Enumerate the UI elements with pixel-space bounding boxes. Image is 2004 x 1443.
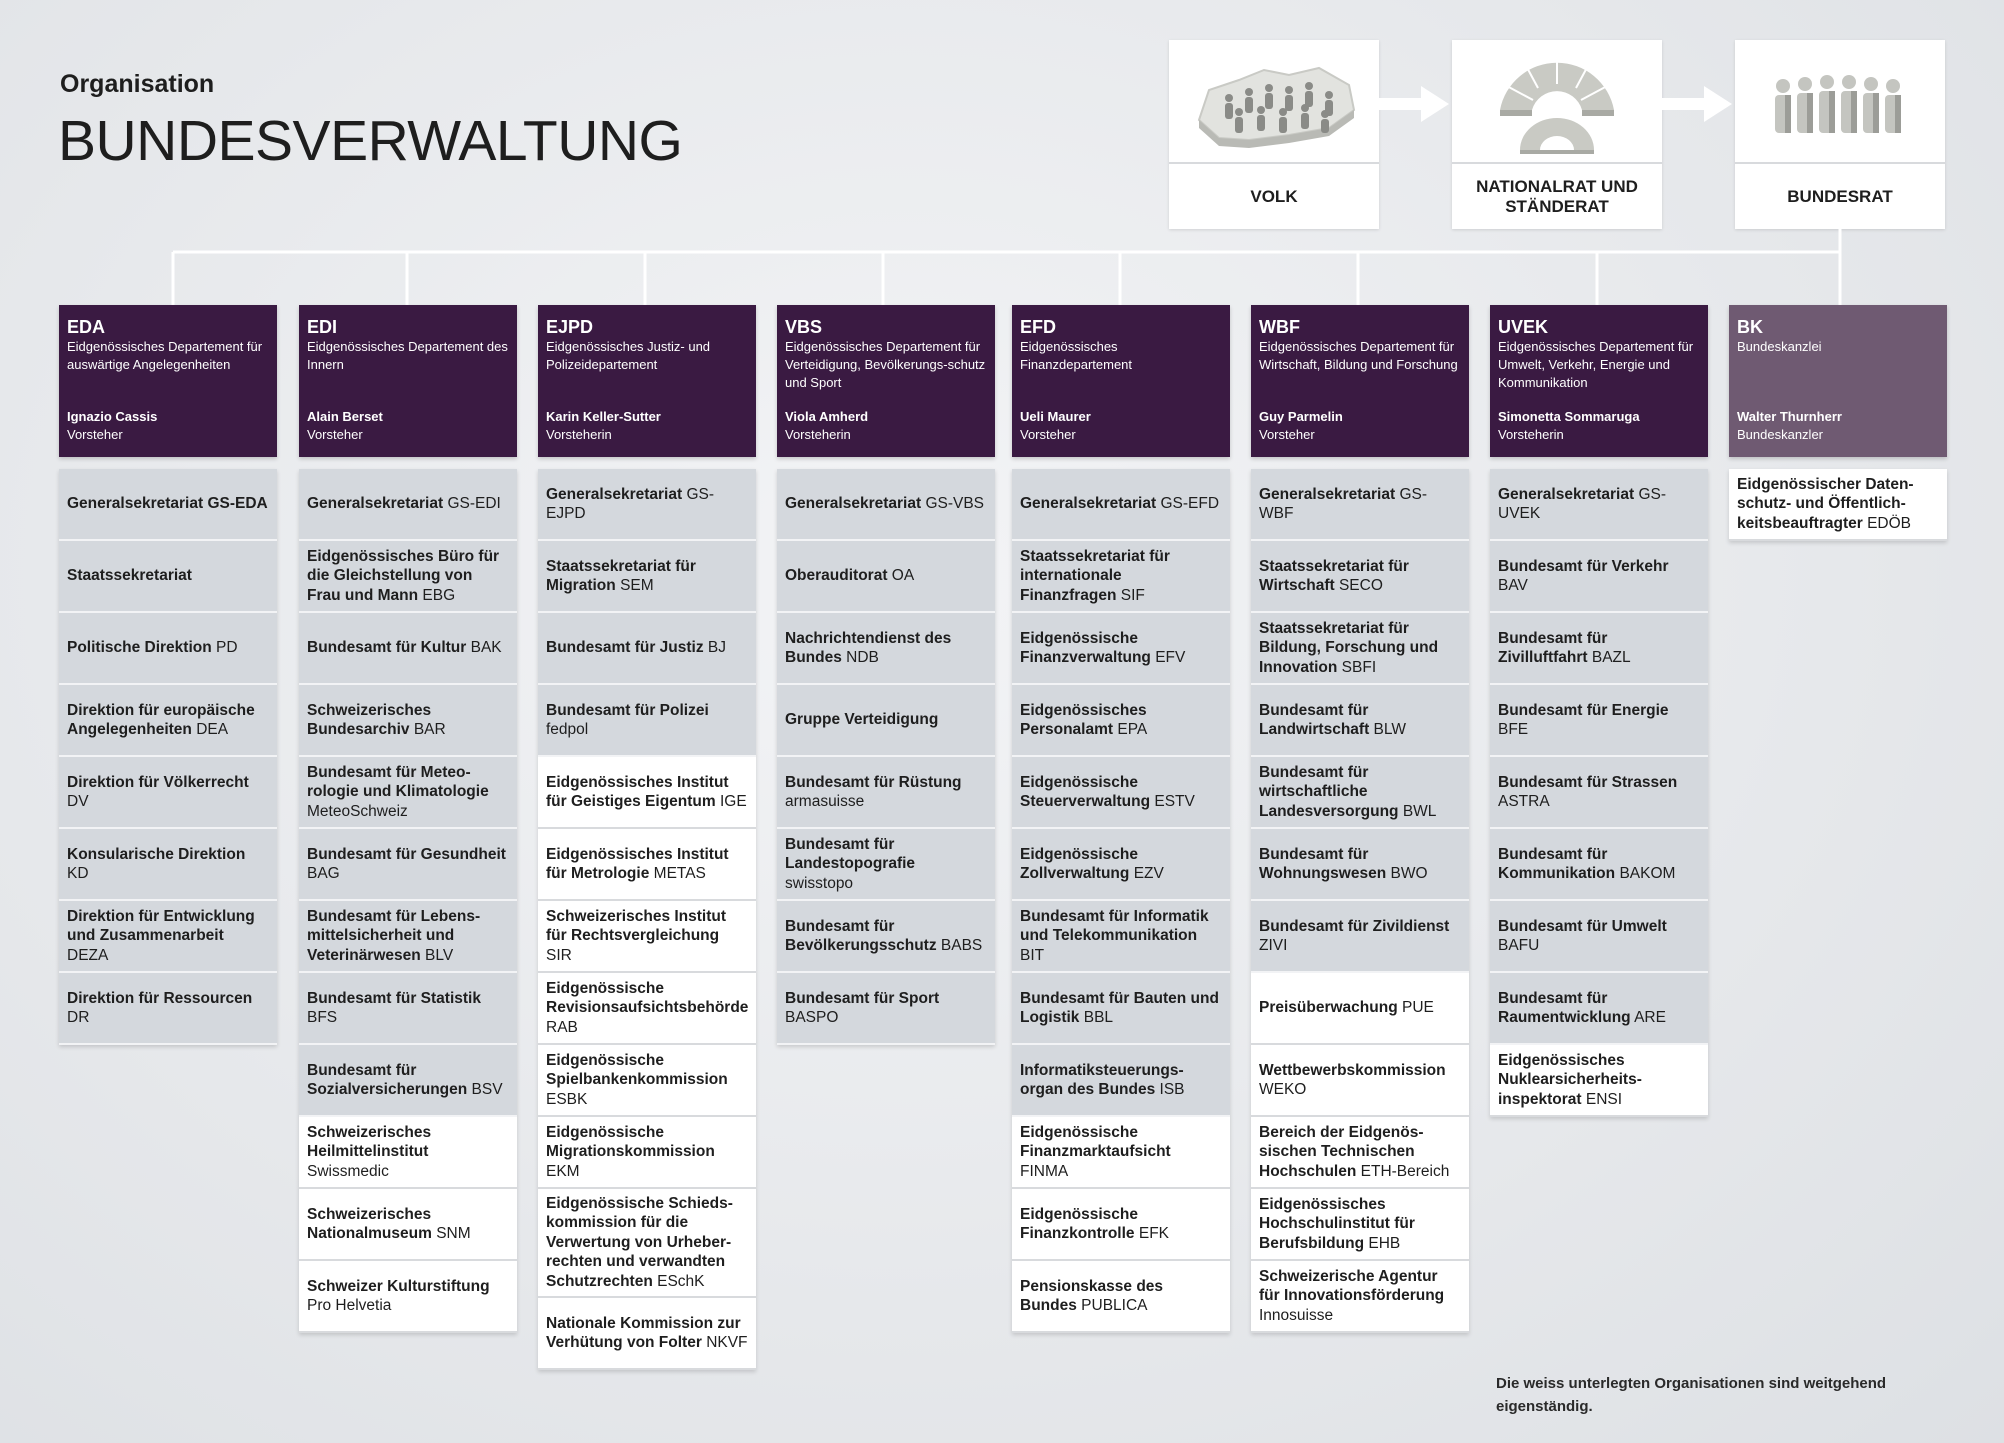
- department-full-name: Eidgenössisches Finanzdepartement: [1020, 339, 1133, 372]
- unit-box: [538, 613, 756, 685]
- unit-abbr: RAB: [546, 1018, 578, 1036]
- unit-box: [59, 541, 277, 613]
- unit-name: Schweizer Kulturstiftung: [307, 1277, 490, 1295]
- unit-abbr: SBFI: [1341, 658, 1377, 676]
- unit-box: [299, 613, 517, 685]
- unit-name: Bundesamt für Kommunikation: [1498, 845, 1616, 882]
- unit-box: [1251, 757, 1469, 829]
- unit-abbr: BIT: [1020, 946, 1045, 964]
- unit-abbr: METAS: [653, 865, 706, 882]
- department-head-role: Vorsteher: [1259, 427, 1315, 442]
- unit-box: [1251, 973, 1469, 1045]
- unit-name: Bundesamt für Gesundheit: [307, 845, 506, 863]
- unit-abbr: BAV: [1498, 577, 1528, 594]
- department-head-role: Vorsteher: [1020, 427, 1076, 442]
- unit-abbr: BSV: [471, 1081, 503, 1098]
- unit-box: [299, 1117, 517, 1189]
- department-abbr: VBS: [785, 317, 823, 337]
- unit-abbr: SEM: [620, 577, 654, 594]
- department-head-role: Bundeskanzler: [1737, 427, 1823, 442]
- unit-box: [538, 541, 756, 613]
- unit-box: [1012, 613, 1230, 685]
- footnote: Die weiss unterlegten Organisationen sind weitgehend eigenständig.: [1496, 1375, 1887, 1415]
- unit-abbr: BLV: [425, 946, 454, 964]
- unit-box: [1012, 541, 1230, 613]
- unit-abbr: GS-EDI: [447, 495, 501, 513]
- unit-name: Pensionskasse des Bundes: [1020, 1277, 1164, 1314]
- unit-box: [299, 901, 517, 973]
- unit-box: [1012, 1117, 1230, 1189]
- unit-abbr: EPA: [1117, 721, 1148, 738]
- unit-name: Schweizerisches Nationalmuseum: [307, 1205, 432, 1242]
- department-column-uvek: [1490, 305, 1708, 1117]
- department-header: [59, 305, 277, 457]
- department-head-name: Simonetta Sommaruga: [1498, 409, 1640, 424]
- unit-name: Eidgenössische Zollverwaltung: [1020, 845, 1139, 882]
- unit-box: [299, 757, 517, 829]
- unit-abbr: SNM: [436, 1225, 471, 1242]
- unit-abbr: BJ: [707, 639, 727, 657]
- parliament-label: NATIONALRAT UND STÄNDERAT: [1476, 176, 1638, 216]
- unit-box: [538, 757, 756, 829]
- department-column-edi: [299, 305, 517, 1333]
- unit-box: [777, 901, 995, 973]
- unit-name: Bundesamt für Sozialversicherungen: [307, 1061, 468, 1098]
- unit-name: Bundesamt für Zivilluftfahrt: [1498, 629, 1608, 666]
- department-header: [1490, 305, 1708, 457]
- department-full-name: Eidgenössisches Departement für Wirtschaft, Bildung und Forschung: [1259, 339, 1458, 372]
- unit-name: Generalsekretariat: [307, 495, 444, 513]
- unit-box: [777, 469, 995, 541]
- unit-box: [1012, 829, 1230, 901]
- department-head: [307, 408, 383, 444]
- department-abbr: EFD: [1020, 317, 1056, 337]
- unit-name: Bundesamt für Informatik und Telekommunikation: [1020, 907, 1209, 945]
- unit-box: [1012, 1189, 1230, 1261]
- department-column-eda: [59, 305, 277, 1045]
- department-header: [538, 305, 756, 457]
- department-abbr: WBF: [1259, 317, 1300, 337]
- unit-name: Eidgenössisches Institut für Metrologie: [546, 845, 729, 882]
- unit-abbr: DEA: [196, 721, 229, 738]
- unit-abbr: BAKOM: [1619, 865, 1676, 882]
- unit-box: [1012, 685, 1230, 757]
- unit-box: [777, 973, 995, 1045]
- unit-name: Staatssekretariat: [67, 567, 192, 585]
- unit-box: [299, 1189, 517, 1261]
- unit-abbr: GS-UVEK: [1498, 485, 1667, 522]
- unit-box: [538, 901, 756, 973]
- unit-name: Eidgenössische Finanzverwaltung: [1020, 629, 1151, 666]
- unit-abbr: BWO: [1390, 865, 1428, 882]
- unit-abbr: ETH-Bereich: [1360, 1162, 1450, 1180]
- department-abbr: BK: [1737, 317, 1763, 337]
- department-head-name: Karin Keller-Sutter: [546, 409, 661, 424]
- unit-box: [1012, 757, 1230, 829]
- unit-name: Generalsekretariat: [1020, 495, 1157, 513]
- unit-abbr: EHB: [1368, 1234, 1401, 1252]
- unit-name: Bundesamt für Strassen: [1498, 773, 1678, 791]
- unit-name: Bundesamt für wirtschaftliche Landesversorgung: [1259, 763, 1399, 820]
- unit-name: Eidgenössische Spielbankenkommission: [546, 1051, 728, 1089]
- unit-name: Schweizerisches Bundesarchiv: [307, 701, 432, 738]
- unit-abbr: BWL: [1402, 802, 1437, 820]
- unit-name: Eidgenössisches Hochschulinstitut für Berufsbildung: [1259, 1195, 1415, 1252]
- unit-name: Eidgenössische Steuerverwaltung: [1020, 773, 1151, 810]
- unit-abbr: fedpol: [546, 721, 589, 738]
- unit-abbr: BASPO: [785, 1009, 839, 1026]
- unit-name: Nachrichtendienst des Bundes: [785, 629, 952, 666]
- unit-abbr: BAK: [470, 639, 502, 657]
- unit-box: [1012, 901, 1230, 973]
- department-head-role: Vorsteherin: [546, 427, 612, 442]
- unit-box: [1251, 685, 1469, 757]
- unit-name: Staatssekretariat für internationale Finanzfragen: [1020, 547, 1170, 604]
- unit-box: [59, 973, 277, 1045]
- unit-name: Eidgenössische Finanzmarktaufsicht: [1020, 1123, 1171, 1161]
- unit-box: [1251, 1261, 1469, 1333]
- department-head: [546, 408, 661, 444]
- unit-name: Staatssekretariat für Wirtschaft: [1259, 557, 1409, 594]
- unit-name: Wettbewerbskommission: [1259, 1061, 1446, 1079]
- unit-box: [299, 1045, 517, 1117]
- department-full-name: Eidgenössisches Departement des Innern: [307, 339, 508, 372]
- unit-box: [1251, 1189, 1469, 1261]
- unit-box: [1251, 1045, 1469, 1117]
- unit-name: Bundesamt für Rüstung: [785, 773, 962, 791]
- unit-abbr: GS-VBS: [925, 495, 985, 513]
- unit-list: [777, 469, 995, 1045]
- department-head-name: Viola Amherd: [785, 409, 869, 424]
- department-full-name: Eidgenössisches Justiz- und Polizeidepartement: [546, 339, 711, 372]
- unit-name: Eidgenössisches Büro für die Gleichstellung von Frau und Mann: [307, 547, 500, 604]
- unit-name: Eidgenössische Schieds-kommission für die Verwertung von Urheber-rechten und verwandten Schutzrechten: [546, 1194, 733, 1290]
- unit-box: [1251, 829, 1469, 901]
- unit-abbr: BAR: [413, 721, 446, 738]
- department-head: [1737, 408, 1842, 444]
- department-head-role: Vorsteher: [67, 427, 123, 442]
- unit-name: Generalsekretariat: [785, 495, 922, 513]
- department-column-vbs: [777, 305, 995, 1045]
- unit-name: Bundesamt für Wohnungswesen: [1259, 845, 1387, 882]
- unit-box: [1490, 757, 1708, 829]
- unit-box: [299, 829, 517, 901]
- department-head: [67, 408, 157, 444]
- unit-abbr: BFS: [307, 1009, 338, 1026]
- unit-box: [538, 469, 756, 541]
- unit-name: Bundesamt für Polizei: [546, 701, 709, 719]
- unit-abbr: NKVF: [706, 1334, 748, 1351]
- unit-name: Eidgenössisches Nuklearsicherheits-inspektorat: [1498, 1051, 1642, 1108]
- unit-name: Gruppe Verteidigung: [785, 711, 939, 729]
- unit-name: Preisüberwachung: [1259, 999, 1398, 1017]
- unit-box: [1490, 901, 1708, 973]
- unit-abbr: ESBK: [546, 1090, 588, 1108]
- unit-name: Informatiksteuerungs-organ des Bundes: [1020, 1061, 1184, 1098]
- unit-abbr: GS-EFD: [1160, 495, 1220, 513]
- unit-abbr: PD: [216, 639, 238, 657]
- unit-name: Bundesamt für Raumentwicklung: [1498, 989, 1631, 1026]
- department-header: [1729, 305, 1947, 457]
- department-full-name: Eidgenössisches Departement für Umwelt, Verkehr, Energie und Kommunikation: [1498, 339, 1694, 390]
- unit-name: Bundesamt für Sport: [785, 989, 940, 1007]
- unit-list: [1012, 469, 1230, 1333]
- unit-name: Generalsekretariat GS-EDA: [67, 495, 268, 513]
- unit-abbr: MeteoSchweiz: [307, 802, 408, 820]
- unit-name: Politische Direktion: [67, 639, 212, 657]
- unit-abbr: EKM: [546, 1162, 580, 1180]
- department-head-name: Ueli Maurer: [1020, 409, 1091, 424]
- unit-name: Direktion für Entwicklung und Zusammenarbeit: [67, 907, 255, 945]
- unit-box: [299, 469, 517, 541]
- department-head: [785, 408, 868, 444]
- unit-name: Bundesamt für Zivildienst: [1259, 917, 1450, 935]
- department-head: [1020, 408, 1091, 444]
- unit-abbr: GS-EJPD: [546, 485, 715, 522]
- unit-name: Staatssekretariat für Bildung, Forschung und Innovation: [1259, 619, 1439, 676]
- unit-abbr: Innosuisse: [1259, 1306, 1334, 1324]
- unit-box: [1012, 1045, 1230, 1117]
- unit-box: [299, 1261, 517, 1333]
- unit-name: Bundesamt für Energie: [1498, 701, 1669, 719]
- unit-abbr: IGE: [719, 793, 747, 810]
- department-head-role: Vorsteherin: [1498, 427, 1564, 442]
- department-head-name: Walter Thurnherr: [1737, 409, 1842, 424]
- unit-abbr: armasuisse: [785, 793, 865, 810]
- unit-name: Eidgenössischer Daten-schutz- und Öffentlich-keitsbeauftragter: [1737, 475, 1914, 532]
- unit-box: [1251, 541, 1469, 613]
- unit-name: Bundesamt für Kultur: [307, 639, 467, 657]
- unit-list: [1729, 469, 1947, 541]
- unit-list: [538, 469, 756, 1370]
- unit-name: Bundesamt für Bauten und Logistik: [1020, 989, 1219, 1026]
- unit-name: Bundesamt für Umwelt: [1498, 917, 1667, 935]
- unit-name: Direktion für Ressourcen: [67, 989, 253, 1007]
- unit-abbr: SIR: [546, 946, 572, 964]
- unit-box: [59, 685, 277, 757]
- unit-box: [1251, 1117, 1469, 1189]
- unit-box: [299, 541, 517, 613]
- unit-box: [1012, 973, 1230, 1045]
- department-abbr: UVEK: [1498, 317, 1549, 337]
- unit-box: [1251, 469, 1469, 541]
- page-subtitle: Organisation: [60, 70, 215, 98]
- unit-box: [299, 973, 517, 1045]
- unit-name: Eidgenössische Migrationskommission: [546, 1123, 715, 1161]
- unit-box: [1490, 1045, 1708, 1117]
- unit-abbr: EFV: [1155, 649, 1186, 666]
- unit-abbr: EDÖB: [1867, 514, 1912, 532]
- unit-box: [59, 613, 277, 685]
- department-head-role: Vorsteher: [307, 427, 363, 442]
- unit-box: [1251, 901, 1469, 973]
- department-head: [1498, 408, 1640, 444]
- unit-box: [538, 973, 756, 1045]
- unit-abbr: GS-WBF: [1259, 485, 1428, 522]
- unit-abbr: BBL: [1083, 1009, 1114, 1026]
- page-title: BUNDESVERWALTUNG: [58, 109, 683, 173]
- unit-abbr: ARE: [1634, 1009, 1666, 1026]
- unit-abbr: ESchK: [657, 1272, 705, 1290]
- unit-name: Direktion für Völkerrecht: [67, 773, 249, 791]
- department-head-role: Vorsteherin: [785, 427, 851, 442]
- unit-name: Eidgenössische Revisionsaufsichtsbehörde: [546, 979, 749, 1017]
- unit-abbr: NDB: [846, 649, 879, 666]
- unit-list: [1490, 469, 1708, 1117]
- department-column-wbf: [1251, 305, 1469, 1333]
- unit-box: [538, 1189, 756, 1298]
- department-abbr: EDI: [307, 317, 338, 337]
- unit-name: Bundesamt für Lebens-mittelsicherheit und Veterinärwesen: [307, 907, 481, 964]
- unit-name: Generalsekretariat: [546, 485, 683, 503]
- department-abbr: EDA: [67, 317, 106, 337]
- unit-abbr: ENSI: [1585, 1090, 1623, 1108]
- unit-abbr: ISB: [1159, 1081, 1185, 1098]
- unit-abbr: DV: [67, 793, 89, 810]
- unit-box: [1012, 469, 1230, 541]
- unit-abbr: WEKO: [1259, 1081, 1307, 1098]
- unit-name: Nationale Kommission zur Verhütung von Folter: [546, 1314, 741, 1351]
- unit-abbr: BAZL: [1591, 649, 1631, 666]
- org-connectors: [0, 0, 2004, 320]
- unit-list: [299, 469, 517, 1333]
- unit-name: Schweizerische Agentur für Innovationsförderung: [1259, 1267, 1445, 1305]
- unit-abbr: KD: [67, 865, 89, 882]
- department-header: [1251, 305, 1469, 457]
- unit-name: Bundesamt für Bevölkerungsschutz: [785, 917, 937, 954]
- department-column-ejpd: [538, 305, 756, 1370]
- department-abbr: EJPD: [546, 317, 594, 337]
- unit-abbr: DEZA: [67, 946, 109, 964]
- unit-box: [538, 1117, 756, 1189]
- unit-box: [59, 757, 277, 829]
- unit-list: [59, 469, 277, 1045]
- unit-name: Eidgenössische Finanzkontrolle: [1020, 1205, 1139, 1242]
- unit-name: Generalsekretariat: [1259, 485, 1396, 503]
- volk-label: VOLK: [1250, 186, 1298, 206]
- unit-name: Bundesamt für Landestopografie: [785, 835, 916, 873]
- unit-abbr: EBG: [422, 586, 456, 604]
- department-header: [777, 305, 995, 457]
- unit-box: [1490, 613, 1708, 685]
- unit-name: Bundesamt für Landwirtschaft: [1259, 701, 1370, 738]
- unit-box: [1490, 541, 1708, 613]
- unit-abbr: Pro Helvetia: [307, 1297, 392, 1314]
- unit-abbr: ASTRA: [1498, 793, 1550, 810]
- unit-abbr: ESTV: [1154, 793, 1195, 810]
- unit-box: [59, 469, 277, 541]
- department-head-name: Guy Parmelin: [1259, 409, 1343, 424]
- department-full-name: Bundeskanzlei: [1737, 339, 1822, 354]
- department-header: [299, 305, 517, 457]
- department-head-name: Ignazio Cassis: [67, 409, 158, 424]
- unit-box: [1490, 829, 1708, 901]
- unit-box: [538, 1298, 756, 1370]
- unit-box: [538, 829, 756, 901]
- unit-name: Staatssekretariat für Migration: [546, 557, 696, 594]
- unit-box: [1012, 1261, 1230, 1333]
- unit-name: Konsularische Direktion: [67, 845, 246, 863]
- unit-box: [1490, 973, 1708, 1045]
- unit-abbr: PUBLICA: [1081, 1297, 1148, 1314]
- unit-box: [1490, 685, 1708, 757]
- department-head: [1259, 408, 1343, 444]
- unit-name: Generalsekretariat: [1498, 485, 1635, 503]
- unit-abbr: EZV: [1133, 865, 1164, 882]
- unit-box: [1729, 469, 1947, 541]
- unit-abbr: EFK: [1138, 1225, 1170, 1242]
- department-column-efd: [1012, 305, 1230, 1333]
- department-full-name: Eidgenössisches Departement für Verteidigung, Bevölkerungs-schutz und Sport: [785, 339, 986, 390]
- department-head-name: Alain Berset: [307, 409, 383, 424]
- unit-name: Bereich der Eidgenös-sischen Technischen Hochschulen: [1259, 1123, 1424, 1180]
- unit-box: [1490, 469, 1708, 541]
- unit-box: [777, 613, 995, 685]
- unit-abbr: BFE: [1498, 721, 1529, 738]
- unit-name: Bundesamt für Statistik: [307, 989, 481, 1007]
- bundesrat-label: BUNDESRAT: [1787, 186, 1893, 206]
- unit-name: Oberauditorat: [785, 567, 888, 585]
- unit-abbr: DR: [67, 1009, 90, 1026]
- unit-name: Bundesamt für Verkehr: [1498, 557, 1669, 575]
- unit-box: [777, 757, 995, 829]
- unit-box: [299, 685, 517, 757]
- unit-box: [777, 541, 995, 613]
- unit-abbr: BLW: [1373, 721, 1406, 738]
- unit-name: Eidgenössisches Institut für Geistiges Eigentum: [546, 773, 729, 810]
- unit-name: Bundesamt für Justiz: [546, 639, 704, 657]
- unit-name: Direktion für europäische Angelegenheiten: [67, 701, 255, 738]
- unit-abbr: FINMA: [1020, 1162, 1069, 1180]
- unit-box: [538, 1045, 756, 1117]
- unit-box: [777, 829, 995, 901]
- unit-abbr: BABS: [940, 937, 983, 954]
- unit-box: [777, 685, 995, 757]
- unit-name: Bundesamt für Meteo-rologie und Klimatologie: [307, 763, 489, 801]
- department-header: [1012, 305, 1230, 457]
- unit-name: Schweizerisches Heilmittelinstitut: [307, 1123, 432, 1161]
- unit-abbr: swisstopo: [785, 874, 854, 892]
- unit-box: [59, 901, 277, 973]
- unit-abbr: ZIVI: [1259, 937, 1288, 954]
- department-full-name: Eidgenössisches Departement für auswärtige Angelegenheiten: [67, 339, 263, 372]
- unit-abbr: BAG: [307, 865, 340, 882]
- unit-abbr: Swissmedic: [307, 1162, 389, 1180]
- unit-box: [1251, 613, 1469, 685]
- unit-abbr: SIF: [1120, 586, 1145, 604]
- unit-box: [59, 829, 277, 901]
- unit-abbr: OA: [891, 567, 915, 585]
- unit-abbr: PUE: [1402, 999, 1434, 1017]
- unit-list: [1251, 469, 1469, 1333]
- unit-abbr: BAFU: [1498, 937, 1540, 954]
- unit-name: Eidgenössisches Personalamt: [1020, 701, 1147, 738]
- unit-name: Schweizerisches Institut für Rechtsvergleichung: [546, 907, 727, 945]
- unit-box: [538, 685, 756, 757]
- unit-abbr: SECO: [1338, 577, 1383, 594]
- department-column-bk: [1729, 305, 1947, 541]
